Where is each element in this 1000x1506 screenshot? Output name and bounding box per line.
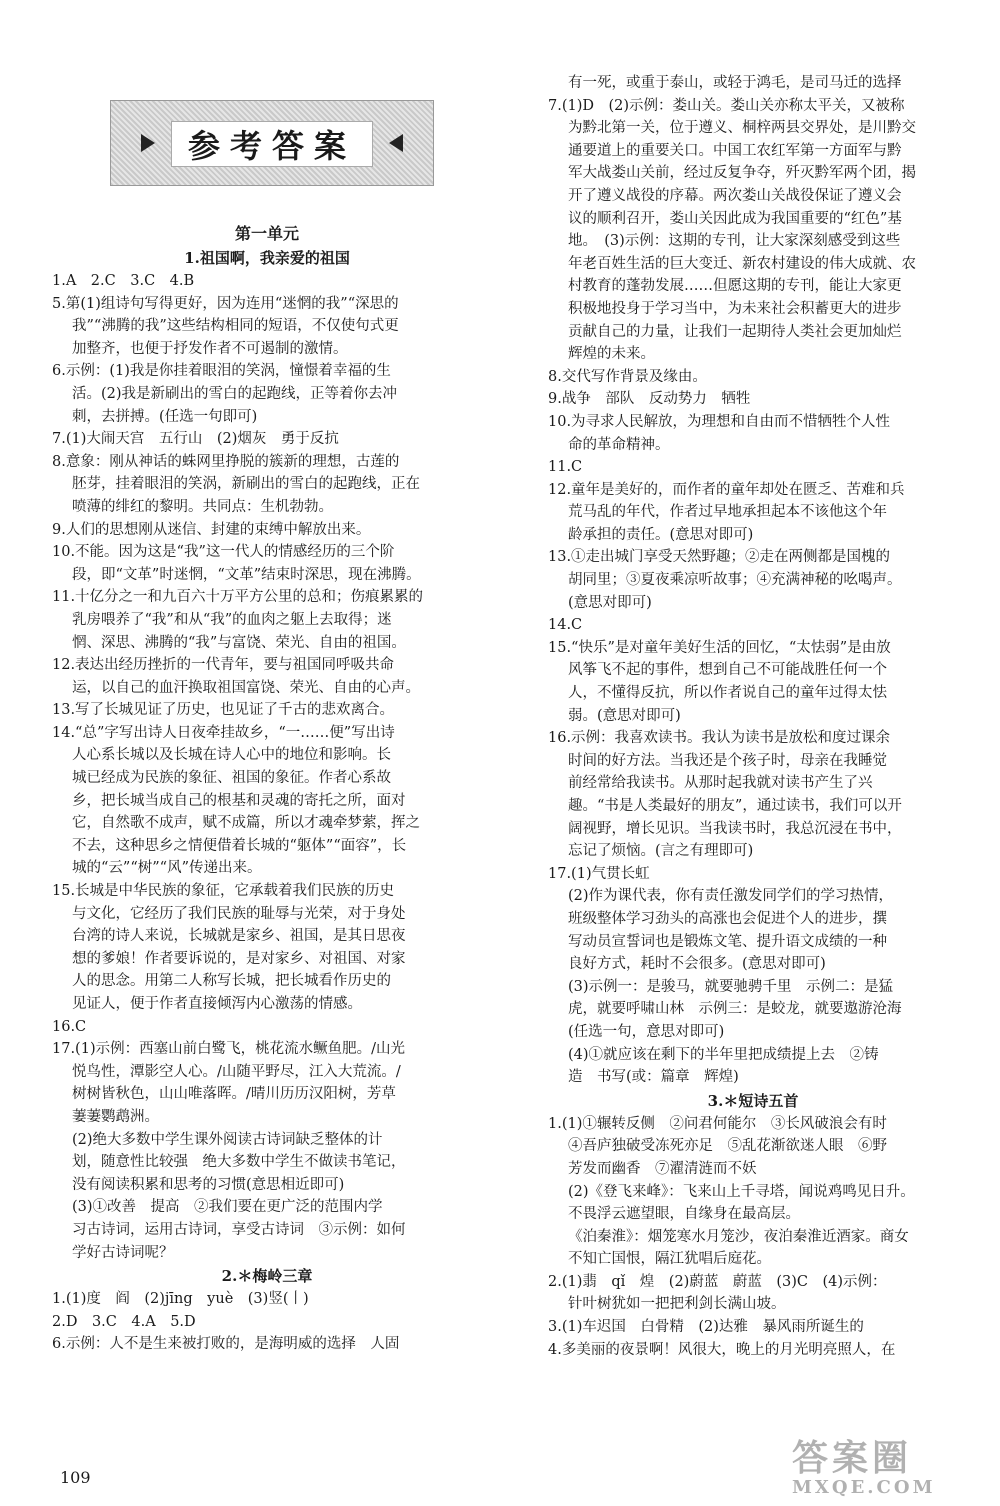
text-line: 造 书写(或：篇章 辉煌) xyxy=(568,1069,739,1086)
left-column xyxy=(52,0,482,1356)
text-line: 运，以自己的血汗换取祖国富饶、荣光、自由的心声。 xyxy=(72,679,420,696)
text-line: 胡同里；③夏夜乘凉听故事；④充满神秘的吆喝声。 xyxy=(568,572,902,589)
text-line: 班级整体学习劲头的高涨也会促进个人的进步，撰 xyxy=(568,910,887,927)
text-line: 时间的好方法。当我还是个孩子时，母亲在我睡觉 xyxy=(568,752,887,769)
text-line: (2)作为课代表，你有责任激发同学们的学习热情， xyxy=(568,888,894,905)
text-line: (2)绝大多数中学生课外阅读古诗词缺乏整体的计 xyxy=(72,1131,383,1148)
banner-title: 参考答案 xyxy=(171,121,373,167)
text-line: 想的爹娘！作者要诉说的，是对家乡、对祖国、对家 xyxy=(72,950,406,967)
text-line: 7.(1)D (2)示例：娄山关。娄山关亦称太平关，又被称 xyxy=(548,97,905,114)
text-line: 17.(1)示例：西塞山前白鹭飞，桃花流水鳜鱼肥。/山光 xyxy=(52,1041,405,1058)
text-line: 针叶树犹如一把把利剑长满山坡。 xyxy=(568,1296,786,1313)
unit-title: 第一单元 xyxy=(234,224,299,243)
text-line: 8.意象：刚从神话的蛛网里挣脱的簇新的理想，古莲的 xyxy=(52,453,400,470)
text-line: (4)①就应该在剩下的半年里把成绩提上去 ②铸 xyxy=(568,1046,879,1063)
text-line: 6.示例：(1)我是你挂着眼泪的笑涡，憧憬着幸福的生 xyxy=(52,363,391,380)
text-line: 15.长城是中华民族的象征，它承载着我们民族的历史 xyxy=(52,883,395,900)
watermark-url: MXQE.COM xyxy=(792,1477,936,1498)
text-line: 不知亡国恨，隔江犹唱后庭花。 xyxy=(568,1251,771,1268)
text-line: 12.表达出经历挫折的一代青年，要与祖国同呼吸共命 xyxy=(52,657,395,674)
text-line: 12.童年是美好的，而作者的童年却处在匮乏、苦难和兵 xyxy=(548,481,905,498)
text-line: 芳发而幽香 ⑦濯清涟而不妖 xyxy=(568,1160,757,1177)
text-line: 划，随意性比较强 绝大多数中学生不做读书笔记， xyxy=(72,1154,406,1171)
text-line: 17.(1)气贯长虹 xyxy=(548,865,650,882)
text-line: 命的革命精神。 xyxy=(568,436,670,453)
text-line: 刺，去拼搏。(任选一句即可) xyxy=(72,408,258,425)
section-title: 3.＊短诗五首 xyxy=(707,1091,799,1110)
text-line: 1.A 2.C 3.C 4.B xyxy=(52,273,195,289)
text-line: 13.写了长城见证了历史，也见证了千古的悲欢离合。 xyxy=(52,702,395,719)
text-line: 胚芽，挂着眼泪的笑涡，新刷出的雪白的起跑线，正在 xyxy=(72,476,420,493)
text-line: 地。 (3)示例：这期的专刊，让大家深刻感受到这些 xyxy=(568,233,901,250)
text-line: 弱。(意思对即可) xyxy=(568,707,681,724)
text-line: 它，自然歌不成声，赋不成篇，所以才魂牵梦萦，挥之 xyxy=(72,815,420,832)
text-line: 活。(2)我是新刷出的雪白的起跑线，正等着你去冲 xyxy=(72,385,398,402)
text-line: 阔视野，增长见识。当我读书时，我总沉浸在书中， xyxy=(568,820,902,837)
text-line: 不畏浮云遮望眼，自缘身在最高层。 xyxy=(568,1206,800,1223)
text-line: 城的“云”“树”“风”传递出来。 xyxy=(72,860,262,877)
right-column xyxy=(548,0,958,1361)
text-line: 通要道上的重要关口。中国工农红军第一方面军与黔 xyxy=(568,142,902,159)
text-line: 3.(1)车迟国 白骨精 (2)达雅 暴风雨所诞生的 xyxy=(548,1319,864,1336)
text-line: 开了遵义战役的序幕。两次娄山关战役保证了遵义会 xyxy=(568,187,902,204)
text-line: 15.“快乐”是对童年美好生活的回忆，“太怯弱”是由放 xyxy=(548,639,891,656)
section-title: 1.祖国啊，我亲爱的祖国 xyxy=(184,249,350,267)
text-line: 风筝飞不起的事件，想到自己不可能战胜任何一个 xyxy=(568,662,887,679)
text-line: 忘记了烦恼。(言之有理即可) xyxy=(568,843,754,860)
text-line: ④吾庐独破受冻死亦足 ⑤乱花渐欲迷人眼 ⑥野 xyxy=(568,1138,887,1155)
text-line: 加整齐，也便于抒发作者不可遏制的激情。 xyxy=(72,340,348,357)
text-line: 前经常给我读书。从那时起我就对读书产生了兴 xyxy=(568,775,873,792)
text-line: 8.交代写作背景及缘由。 xyxy=(548,368,707,385)
text-line: (意思对即可) xyxy=(568,594,652,611)
text-line: 年老百姓生活的巨大变迁、新农村建设的伟大成就、农 xyxy=(568,255,916,272)
text-line: 惘、深思、沸腾的“我”与富饶、荣光、自由的祖国。 xyxy=(72,634,406,651)
text-line: 人的思念。用第二人称写长城，把长城看作历史的 xyxy=(72,973,391,990)
page-number: 109 xyxy=(60,1468,91,1487)
text-line: 议的顺利召开，娄山关因此成为我国重要的“红色”基 xyxy=(568,210,902,227)
text-line: 10.为寻求人民解放，为理想和自由而不惜牺牲个人性 xyxy=(548,413,891,430)
text-line: 萋萋鹦鹉洲。 xyxy=(72,1108,159,1125)
text-line: 悦鸟性，潭影空人心。/山随平野尽，江入大荒流。/ xyxy=(72,1063,401,1080)
text-line: 台湾的诗人来说，长城就是家乡、祖国，是其日思夜 xyxy=(72,928,406,945)
text-line: 4.多美丽的夜景啊！风很大，晚上的月光明亮照人，在 xyxy=(548,1341,896,1358)
text-line: 7.(1)大闹天宫 五行山 (2)烟灰 勇于反抗 xyxy=(52,431,339,448)
text-line: 14.“总”字写出诗人日夜牵挂故乡，“一……便”写出诗 xyxy=(52,724,395,741)
text-line: 11.十亿分之一和九百六十万平方公里的总和；伤痕累累的 xyxy=(52,589,424,606)
text-line: 军大战娄山关前，经过反复争夺，歼灭黔军两个团，揭 xyxy=(568,165,916,182)
text-line: 6.示例：人不是生来被打败的，是海明威的选择 人固 xyxy=(52,1336,400,1353)
text-line: 写动员宣誓词也是锻炼文笔、提升语文成绩的一种 xyxy=(568,933,887,950)
text-line: 辉煌的未来。 xyxy=(568,346,655,363)
text-line: 5.第(1)组诗句写得更好，因为连用“迷惘的我”“深思的 xyxy=(52,295,399,312)
text-line: 荒马乱的年代，作者过早地承担起本不该他这个年 xyxy=(568,504,887,521)
text-line: 趣。“书是人类最好的朋友”，通过读书，我们可以开 xyxy=(568,798,902,814)
text-line: 11.C xyxy=(548,459,583,476)
text-line: 段，即“文革”时迷惘，“文革”结束时深思，现在沸腾。 xyxy=(72,566,421,583)
text-line: 贡献自己的力量，让我们一起期待人类社会更加灿烂 xyxy=(568,323,902,340)
text-line: 为黔北第一关，位于遵义、桐梓两县交界处，是川黔交 xyxy=(568,120,916,137)
text-line: 9.人们的思想刚从迷信、封建的束缚中解放出来。 xyxy=(52,521,371,538)
watermark-logo xyxy=(792,1430,972,1498)
text-line: (2)《登飞来峰》：飞来山上千寻塔，闻说鸡鸣见日升。 xyxy=(568,1183,915,1200)
text-line: 9.战争 部队 反动势力 牺牲 xyxy=(548,391,751,408)
text-line: 16.示例：我喜欢读书。我认为读书是放松和度过课余 xyxy=(548,730,891,747)
text-line: 树树皆秋色，山山唯落晖。/晴川历历汉阳树，芳草 xyxy=(72,1086,396,1103)
text-line: 人，不懂得反抗，所以作者说自己的童年过得太怯 xyxy=(568,685,887,702)
text-line: 与文化，它经历了我们民族的耻辱与光荣，对于身处 xyxy=(72,905,406,922)
text-line: 13.①走出城门享受天然野趣；②走在两侧都是国槐的 xyxy=(548,549,891,566)
text-line: 村教育的蓬勃发展……但愿这期的专刊，能让大家更 xyxy=(568,278,902,295)
section-title: 2.＊梅岭三章 xyxy=(221,1267,313,1286)
text-line: 乡，把长城当成自己的根基和灵魂的寄托之所，面对 xyxy=(72,792,406,809)
text-line: 10.不能。因为这是“我”这一代人的情感经历的三个阶 xyxy=(52,544,395,561)
text-line: 1.(1)①辗转反侧 ②问君何能尔 ③长风破浪会有时 xyxy=(548,1115,887,1132)
text-line: 我”“沸腾的我”这些结构相同的短语，不仅使句式更 xyxy=(72,318,399,335)
text-line: 喷薄的绯红的黎明。共同点：生机勃勃。 xyxy=(72,498,333,515)
text-line: 有一死，或重于泰山，或轻于鸿毛，是司马迁的选择 xyxy=(568,75,902,91)
watermark-text: 答案圈 xyxy=(792,1437,913,1479)
text-line: 不去，这种思乡之情便借着长城的“躯体”“面容”，长 xyxy=(72,837,407,854)
text-line: 龄承担的责任。(意思对即可) xyxy=(568,526,754,543)
text-line: 人心系长城以及长城在诗人心中的地位和影响。长 xyxy=(72,747,391,764)
text-line: 16.C xyxy=(52,1018,87,1035)
text-line: 城已经成为民族的象征、祖国的象征。作者心系故 xyxy=(72,770,391,787)
text-line: 学好古诗词呢？ xyxy=(72,1244,174,1261)
text-line: (3)示例一：是骏马，就要驰骋千里 示例二：是猛 xyxy=(568,978,894,995)
text-line: 虎，就要呼啸山林 示例三：是蛟龙，就要遨游沧海 xyxy=(568,1001,902,1018)
text-line: 良好方式，耗时不会很多。(意思对即可) xyxy=(568,956,826,973)
text-line: (3)①改善 提高 ②我们要在更广泛的范围内学 xyxy=(72,1199,383,1216)
text-line: 14.C xyxy=(548,617,583,634)
text-line: 2.(1)翡 qǐ 煌 (2)蔚蓝 蔚蓝 (3)C (4)示例： xyxy=(548,1273,887,1290)
text-line: (任选一句，意思对即可) xyxy=(568,1023,725,1040)
text-line: 2.D 3.C 4.A 5.D xyxy=(52,1313,196,1330)
text-line: 乳房喂养了“我”和从“我”的血肉之躯上去取得；迷 xyxy=(72,611,392,628)
text-line: 见证人，便于作者直接倾泻内心激荡的情感。 xyxy=(72,996,362,1012)
text-line: 1.(1)度 阎 (2)jīng yuè (3)竖(丨) xyxy=(52,1291,309,1308)
text-line: 习古诗词，运用古诗词，享受古诗词 ③示例：如何 xyxy=(72,1221,406,1238)
text-line: 没有阅读积累和思考的习惯(意思相近即可) xyxy=(72,1176,345,1193)
text-line: 积极地投身于学习当中，为未来社会积蓄更大的进步 xyxy=(568,300,902,317)
text-line: 《泊秦淮》：烟笼寒水月笼沙，夜泊秦淮近酒家。商女 xyxy=(568,1228,909,1245)
